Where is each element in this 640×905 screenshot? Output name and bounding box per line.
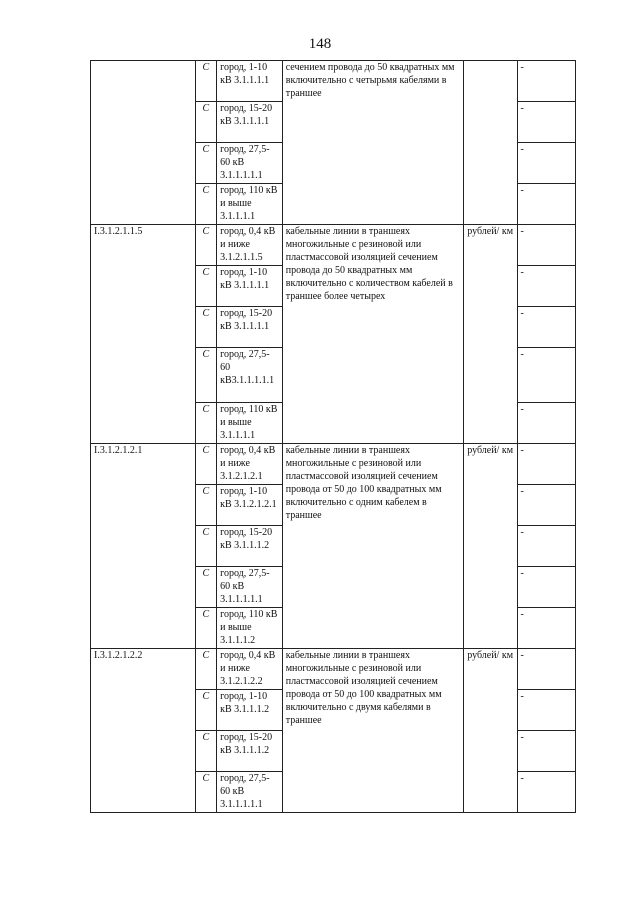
table-row [91,444,576,485]
region-voltage: город, 110 кВ и выше 3.1.1.1.1 [217,403,283,444]
tariff-value: - [517,444,575,485]
category-letter: С [195,567,217,608]
tariff-value: - [517,608,575,649]
tariff-value: - [517,485,575,526]
tariff-table-body [91,61,576,813]
table-row [91,225,576,266]
item-code: I.3.1.2.1.2.1 [91,444,196,649]
region-voltage: город, 27,5-60 кВ 3.1.1.1.1.1 [217,772,283,813]
region-voltage: город, 15-20 кВ 3.1.1.1.1 [217,102,283,143]
tariff-value: - [517,567,575,608]
unit-of-measure: рублей/ км [464,225,517,444]
region-voltage: город, 15-20 кВ 3.1.1.1.1 [217,307,283,348]
item-code [91,61,196,225]
tariff-value: - [517,143,575,184]
category-letter: С [195,608,217,649]
category-letter: С [195,184,217,225]
category-letter: С [195,731,217,772]
unit-of-measure: рублей/ км [464,444,517,649]
tariff-value: - [517,61,575,102]
category-letter: С [195,485,217,526]
tariff-table [90,60,576,813]
tariff-value: - [517,772,575,813]
region-voltage: город, 110 кВ и выше 3.1.1.1.2 [217,608,283,649]
item-description: кабельные линии в траншеях многожильные с резиновой или пластмассовой изоляцией сечением провода от 50 до 100 квадратных мм включительно с одним кабелем в траншее [282,444,463,649]
item-description: сечением провода до 50 квадратных мм включительно с четырьмя кабелями в траншее [282,61,463,225]
table-row [91,61,576,102]
category-letter: С [195,348,217,403]
region-voltage: город, 1-10 кВ 3.1.1.1.1 [217,266,283,307]
unit-of-measure: рублей/ км [464,649,517,813]
category-letter: С [195,690,217,731]
tariff-value: - [517,731,575,772]
category-letter: С [195,266,217,307]
category-letter: С [195,772,217,813]
page-number: 148 [308,36,332,52]
region-voltage: город, 27,5-60 кВ 3.1.1.1.1.1 [217,143,283,184]
category-letter: С [195,102,217,143]
item-code: I.3.1.2.1.1.5 [91,225,196,444]
category-letter: С [195,649,217,690]
category-letter: С [195,526,217,567]
category-letter: С [195,225,217,266]
region-voltage: город, 0,4 кВ и ниже 3.1.2.1.2.1 [217,444,283,485]
category-letter: С [195,143,217,184]
tariff-value: - [517,307,575,348]
region-voltage: город, 15-20 кВ 3.1.1.1.2 [217,526,283,567]
tariff-value: - [517,526,575,567]
item-description: кабельные линии в траншеях многожильные с резиновой или пластмассовой изоляцией сечением провода до 50 квадратных мм включительно с количеством кабелей в траншее более четырех [282,225,463,444]
item-description: кабельные линии в траншеях многожильные с резиновой или пластмассовой изоляцией сечением провода от 50 до 100 квадратных мм включительно с двумя кабелями в траншее [282,649,463,813]
tariff-value: - [517,348,575,403]
category-letter: С [195,307,217,348]
tariff-value: - [517,403,575,444]
category-letter: С [195,61,217,102]
region-voltage: город, 110 кВ и выше 3.1.1.1.1 [217,184,283,225]
tariff-value: - [517,690,575,731]
unit-of-measure [464,61,517,225]
tariff-value: - [517,649,575,690]
category-letter: С [195,403,217,444]
region-voltage: город, 27,5-60 кВ 3.1.1.1.1.1 [217,567,283,608]
tariff-value: - [517,102,575,143]
region-voltage: город, 0,4 кВ и ниже 3.1.2.1.2.2 [217,649,283,690]
region-voltage: город, 1-10 кВ 3.1.1.1.1 [217,61,283,102]
table-row [91,649,576,690]
item-code: I.3.1.2.1.2.2 [91,649,196,813]
region-voltage: город, 27,5-60 кВ3.1.1.1.1.1 [217,348,283,403]
tariff-value: - [517,225,575,266]
region-voltage: город, 0,4 кВ и ниже 3.1.2.1.1.5 [217,225,283,266]
category-letter: С [195,444,217,485]
region-voltage: город, 15-20 кВ 3.1.1.1.2 [217,731,283,772]
tariff-value: - [517,184,575,225]
tariff-value: - [517,266,575,307]
region-voltage: город, 1-10 кВ 3.1.2.1.2.1 [217,485,283,526]
region-voltage: город, 1-10 кВ 3.1.1.1.2 [217,690,283,731]
